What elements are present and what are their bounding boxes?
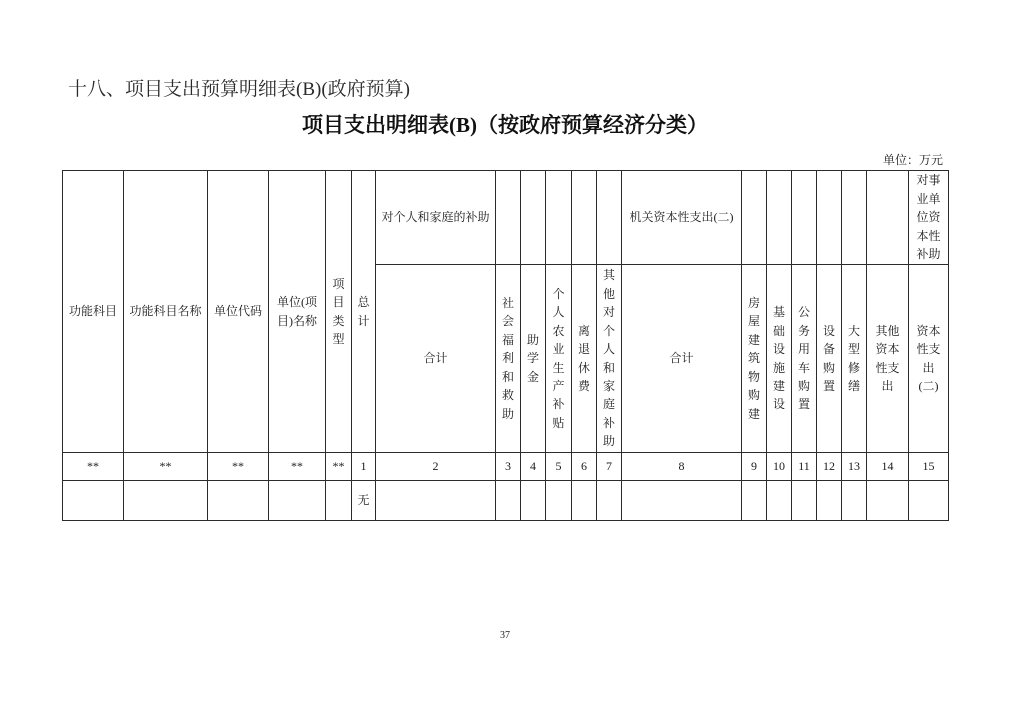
header-project-type-label: 项目类型 (332, 276, 345, 346)
page-number: 37 (500, 630, 510, 641)
header-student-aid (521, 265, 546, 453)
header-social-welfare-relief (496, 265, 521, 453)
header-row-group (63, 171, 949, 265)
header-label: 其他对个人和家庭补助 (602, 268, 615, 449)
index-cell: 1 (352, 453, 376, 481)
group-header-institution-capital-subsidy-label: 对事业单位资本性补助 (916, 173, 941, 262)
group-header-agency-capital-expenditure: 机关资本性支出(二) (622, 171, 742, 265)
index-cell: 13 (842, 453, 867, 481)
header-building-construction (742, 265, 767, 453)
index-cell: 4 (521, 453, 546, 481)
header-retirement-pay (572, 265, 597, 453)
data-cell (326, 481, 352, 521)
index-cell: 7 (597, 453, 622, 481)
empty-header-cell (496, 171, 521, 265)
table-title: 项目支出明细表(B)（按政府预算经济分类） (302, 113, 708, 137)
data-cell (521, 481, 546, 521)
data-cell (867, 481, 909, 521)
data-cell (842, 481, 867, 521)
header-total-label: 总计 (357, 295, 370, 328)
index-cell: 10 (767, 453, 792, 481)
index-cell: 11 (792, 453, 817, 481)
header-agricultural-production-subsidy (546, 265, 572, 453)
empty-header-cell (521, 171, 546, 265)
header-label: 房屋建筑物购建 (747, 296, 760, 421)
data-cell (124, 481, 208, 521)
data-cell (792, 481, 817, 521)
header-label: 公务用车购置 (797, 305, 810, 412)
header-unit-project-name-label: 单位(项目)名称 (277, 295, 317, 328)
index-cell: ** (208, 453, 269, 481)
index-cell: 14 (867, 453, 909, 481)
header-label: 资本性支出(二) (916, 323, 941, 393)
empty-header-cell (792, 171, 817, 265)
unit-label: 单位：万元 (882, 153, 943, 167)
header-total (352, 171, 376, 453)
empty-header-cell (546, 171, 572, 265)
data-cell (909, 481, 949, 521)
index-row (63, 453, 949, 481)
table-container (62, 170, 949, 521)
data-cell (376, 481, 496, 521)
data-cell-total-value: 无 (357, 493, 370, 508)
header-label: 基础设施建设 (772, 305, 785, 412)
data-cell (597, 481, 622, 521)
empty-header-cell (867, 171, 909, 265)
index-cell: 9 (742, 453, 767, 481)
header-project-type (326, 171, 352, 453)
empty-header-cell (767, 171, 792, 265)
empty-header-cell (817, 171, 842, 265)
index-cell: 3 (496, 453, 521, 481)
data-cell-total (352, 481, 376, 521)
data-cell (546, 481, 572, 521)
header-unit-project-name (269, 171, 326, 453)
header-infrastructure (767, 265, 792, 453)
header-label: 离退休费 (577, 323, 590, 393)
header-label: 助学金 (526, 332, 539, 384)
data-cell (742, 481, 767, 521)
index-cell: ** (326, 453, 352, 481)
data-cell (622, 481, 742, 521)
index-cell: 12 (817, 453, 842, 481)
data-cell (817, 481, 842, 521)
header-unit-code: 单位代码 (208, 171, 269, 453)
empty-header-cell (572, 171, 597, 265)
index-cell: 8 (622, 453, 742, 481)
header-label: 社会福利和救助 (501, 296, 514, 421)
data-cell (496, 481, 521, 521)
index-cell: 2 (376, 453, 496, 481)
group-header-institution-capital-subsidy (909, 171, 949, 265)
header-function-subject-name: 功能科目名称 (124, 171, 208, 453)
budget-table (62, 170, 949, 521)
data-cell (767, 481, 792, 521)
data-cell (269, 481, 326, 521)
empty-header-cell (597, 171, 622, 265)
header-major-repair (842, 265, 867, 453)
header-other-capital-expenditure (867, 265, 909, 453)
header-label: 其他资本性支出 (875, 323, 900, 393)
data-cell (208, 481, 269, 521)
header-equipment-purchase (817, 265, 842, 453)
header-label: 大型修缮 (847, 323, 860, 393)
header-label: 个人农业生产补贴 (552, 286, 565, 430)
index-cell: 15 (909, 453, 949, 481)
index-cell: ** (63, 453, 124, 481)
index-cell: ** (124, 453, 208, 481)
header-function-subject: 功能科目 (63, 171, 124, 453)
header-official-vehicle-purchase (792, 265, 817, 453)
header-agency-capital-subtotal: 合计 (622, 265, 742, 453)
header-label: 设备购置 (822, 323, 835, 393)
header-other-personal-family-subsidy (597, 265, 622, 453)
data-cell (572, 481, 597, 521)
index-cell: ** (269, 453, 326, 481)
data-cell (63, 481, 124, 521)
section-heading: 十八、项目支出预算明细表(B)(政府预算) (68, 79, 410, 100)
group-header-personal-family-subsidy: 对个人和家庭的补助 (376, 171, 496, 265)
index-cell: 6 (572, 453, 597, 481)
header-capital-expenditure-2 (909, 265, 949, 453)
data-row (63, 481, 949, 521)
index-cell: 5 (546, 453, 572, 481)
empty-header-cell (742, 171, 767, 265)
header-personal-subtotal: 合计 (376, 265, 496, 453)
empty-header-cell (842, 171, 867, 265)
